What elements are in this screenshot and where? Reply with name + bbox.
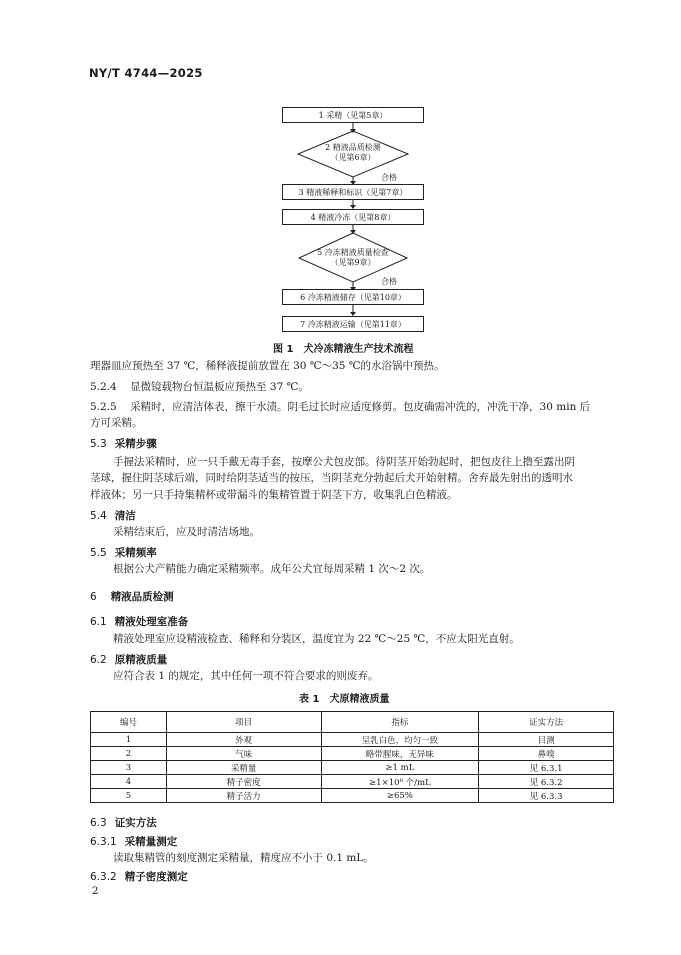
cell-method: 目测 — [479, 733, 614, 747]
paragraph-continuation: 理器皿应预热至 37 ℃，稀释液提前放置在 30 ℃～35 ℃的水浴锅中预热。 — [90, 360, 445, 372]
section-5-4-text: 采精结束后，应及时清洁场地。 — [113, 526, 260, 538]
section-6-3-heading — [90, 815, 157, 830]
cell-method: 鼻嗅 — [479, 747, 614, 761]
clause-text-line1: 采精时，应清洁体表，擦干水渍。阴毛过长时应适度修剪。包皮确需冲洗的，冲洗干净，30 min 后 — [130, 401, 591, 413]
section-6-1-heading — [90, 614, 188, 629]
flow-step-2-line1: 2 精液品质检测 — [325, 143, 381, 152]
cell-id: 1 — [91, 733, 167, 747]
flow-step-2 — [303, 143, 403, 163]
header-index: 指标 — [321, 712, 479, 733]
section-5-5-text: 根据公犬产精能力确定采精频率。成年公犬宜每周采精 1 次～2 次。 — [113, 563, 431, 575]
flow-step-5 — [300, 248, 406, 268]
section-5-3-heading — [90, 436, 157, 451]
section-6-2-text: 应符合表 1 的规定，其中任何一项不符合要求的则废弃。 — [113, 670, 379, 682]
figure-caption: 图 1 犬冷冻精液生产技术流程 — [273, 344, 414, 355]
cell-method: 见 6.3.1 — [479, 761, 614, 775]
table-row — [91, 761, 614, 775]
header-item: 项目 — [166, 712, 321, 733]
clause-number: 5.2.5 — [90, 401, 117, 413]
section-5-5-heading — [90, 545, 157, 560]
flow-step-5-line1: 5 冷冻精液质量检查 — [317, 248, 389, 257]
clause-number: 5.2.4 — [90, 381, 117, 393]
section-title: 证实方法 — [114, 817, 157, 829]
cell-method: 见 6.3.3 — [479, 789, 614, 803]
cell-item: 精子活力 — [166, 789, 321, 803]
flow-step-6: 6 冷冻精液储存（见第10章） — [282, 289, 424, 305]
semen-quality-table — [90, 711, 614, 803]
cell-item: 外观 — [166, 733, 321, 747]
clause-5-2-5 — [90, 400, 590, 414]
section-title: 采精量测定 — [124, 836, 178, 848]
header-method: 证实方法 — [479, 712, 614, 733]
cell-index: ≥1×10⁸ 个/mL — [321, 775, 479, 789]
cell-id: 4 — [91, 775, 167, 789]
table-row — [91, 789, 614, 803]
section-6-heading — [90, 589, 174, 604]
cell-item: 精子密度 — [166, 775, 321, 789]
section-number: 6 — [90, 591, 97, 603]
flow-step-4: 4 精液冷冻（见第8章） — [282, 209, 424, 225]
page-number: 2 — [92, 886, 99, 897]
standard-code-header: NY/T 4744—2025 — [89, 66, 203, 80]
cell-id: 5 — [91, 789, 167, 803]
section-number: 6.3.2 — [90, 871, 117, 883]
section-6-3-1-heading — [90, 834, 177, 849]
cell-id: 3 — [91, 761, 167, 775]
section-title: 精液品质检测 — [110, 591, 174, 603]
cell-method: 见 6.3.2 — [479, 775, 614, 789]
cell-index: ≥65% — [321, 789, 479, 803]
section-title: 精子密度测定 — [124, 871, 188, 883]
section-number: 6.3.1 — [90, 836, 117, 848]
table-header-row — [91, 712, 614, 733]
cell-item: 气味 — [166, 747, 321, 761]
section-5-3-line1: 手握法采精时，应一只手戴无毒手套，按摩公犬包皮部。待阴茎开始勃起时，把包皮往上撸至露出阴 — [113, 456, 575, 468]
clause-5-2-5-line2: 方可采精。 — [90, 417, 143, 429]
section-5-3-line3: 样液体；另一只手持集精杯或带漏斗的集精管置于阴茎下方，收集乳白色精液。 — [90, 489, 458, 501]
flow-step-2-line2: （见第6章） — [330, 153, 376, 162]
section-5-3-line2: 茎球，握住阴茎球后端，同时给阴茎适当的按压，当阴茎充分勃起后犬开始射精。舍弃最先射出的透明水 — [90, 472, 573, 484]
section-6-3-1-text: 读取集精管的刻度测定采精量，精度应不小于 0.1 mL。 — [113, 852, 374, 864]
section-6-2-heading — [90, 652, 167, 667]
cell-item: 采精量 — [166, 761, 321, 775]
clause-5-2-4 — [90, 380, 309, 394]
table-row — [91, 775, 614, 789]
section-6-3-2-heading — [90, 869, 188, 884]
section-number: 5.5 — [90, 547, 107, 559]
section-6-1-text: 精液处理室应设精液检查、稀释和分装区，温度宜为 22 ℃～25 ℃，不应太阳光直射。 — [113, 633, 520, 645]
cell-index: 呈乳白色，均匀一致 — [321, 733, 479, 747]
section-title: 原精液质量 — [114, 654, 168, 666]
section-number: 6.3 — [90, 817, 107, 829]
section-number: 5.3 — [90, 438, 107, 450]
section-title: 采精步骤 — [114, 438, 157, 450]
cell-index: 略带腥味，无异味 — [321, 747, 479, 761]
flow-step-7: 7 冷冻精液运输（见第11章） — [282, 316, 424, 332]
header-id: 编号 — [91, 712, 167, 733]
section-title: 清洁 — [114, 510, 136, 522]
pass-label-1: 合格 — [381, 173, 397, 182]
clause-text: 显微镜载物台恒温板应预热至 37 ℃。 — [130, 381, 309, 393]
section-title: 精液处理室准备 — [114, 616, 189, 628]
pass-label-2: 合格 — [381, 277, 397, 286]
section-number: 5.4 — [90, 510, 107, 522]
table-row — [91, 747, 614, 761]
cell-id: 2 — [91, 747, 167, 761]
section-number: 6.1 — [90, 616, 107, 628]
section-5-4-heading — [90, 508, 136, 523]
cell-index: ≥1 mL — [321, 761, 479, 775]
table-row — [91, 733, 614, 747]
flow-step-3: 3 精液稀释和标识（见第7章） — [282, 184, 424, 200]
section-number: 6.2 — [90, 654, 107, 666]
flow-step-1: 1 采精（见第5章） — [282, 107, 424, 123]
flow-step-5-line2: （见第9章） — [330, 258, 376, 267]
table-caption: 表 1 犬原精液质量 — [299, 694, 390, 705]
section-title: 采精频率 — [114, 547, 157, 559]
